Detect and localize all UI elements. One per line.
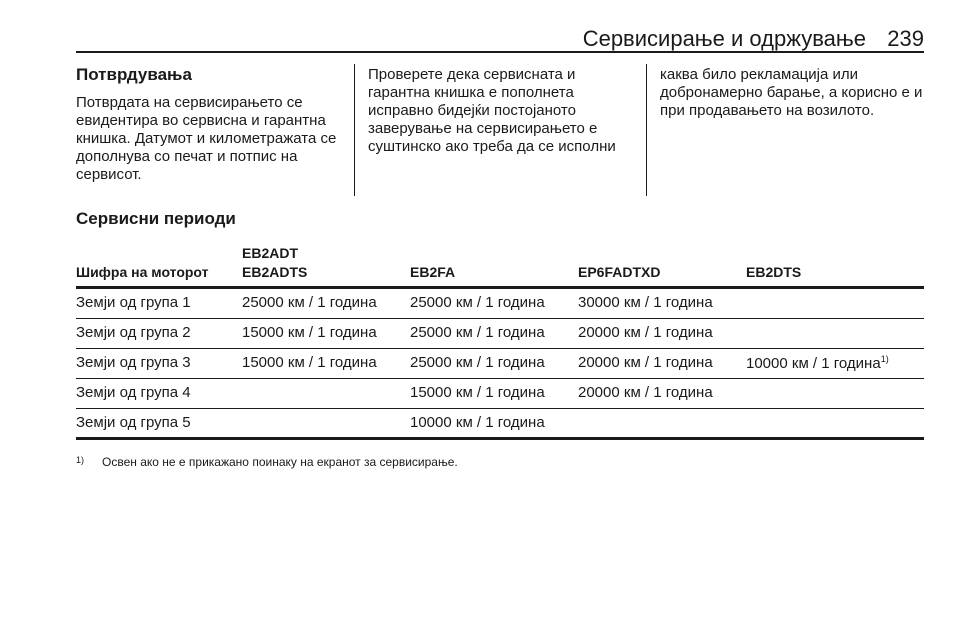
table-cell: 30000 км / 1 година: [578, 294, 713, 311]
table-cell: 15000 км / 1 година: [410, 384, 545, 401]
table-row: [76, 289, 924, 319]
table-cell: 20000 км / 1 година: [578, 384, 713, 401]
column-2: [368, 66, 638, 156]
table-row: [76, 349, 924, 379]
header-eb2adt-eb2adts: [242, 244, 307, 282]
page-header: [76, 26, 924, 52]
confirmations-heading: Потврдувања: [76, 65, 192, 84]
page-number: 239: [887, 26, 924, 51]
row-label: Земји од група 2: [76, 324, 191, 341]
footnote-ref: 1): [880, 354, 889, 364]
column-1: [76, 66, 346, 184]
column-1-text: Потврдата на сервисирањето се евидентира во сервисна и гарантна книшка. Датумот и километражата се дополнува со печат и потпис на сервисот.: [76, 94, 337, 183]
table-cell: 10000 км / 1 година: [410, 414, 545, 431]
footnote: [76, 455, 458, 469]
column-2-text: Проверете дека сервисната и гарантна книшка е пополнета исправно бидејќи постојаното заверување на сервисирањето е суштинско ако треба да се исполни: [368, 66, 616, 155]
header-eb2adt: EB2ADT: [242, 245, 299, 261]
table-cell: 25000 км / 1 година: [410, 324, 545, 341]
table-cell: 15000 км / 1 година: [242, 324, 377, 341]
footnote-mark: 1): [76, 455, 85, 465]
header-ep6fadtxd: EP6FADTXD: [578, 264, 661, 280]
table-row: [76, 409, 924, 440]
table-cell: 20000 км / 1 година: [578, 324, 713, 341]
table-cell: 15000 км / 1 година: [242, 354, 377, 371]
table-cell: 10000 км / 1 година: [746, 355, 881, 372]
row-label: Земји од група 1: [76, 294, 191, 311]
header-eb2fa: EB2FA: [410, 264, 456, 280]
row-label: Земји од група 4: [76, 384, 191, 401]
service-periods-heading: Сервисни периоди: [76, 209, 236, 228]
service-periods-table: [76, 246, 924, 440]
header-eb2dts: EB2DTS: [746, 264, 802, 280]
table-header: [76, 246, 924, 286]
column-divider-1: [354, 64, 355, 196]
table-cell: 20000 км / 1 година: [578, 354, 713, 371]
table-row: [76, 379, 924, 409]
column-3-text: каква било рекламација или добронамерно барање, а корисно е и при продавањето на возилото.: [660, 66, 923, 119]
table-cell-with-note: [746, 354, 889, 372]
header-eb2adts: EB2ADTS: [242, 264, 308, 280]
table-cell: 25000 км / 1 година: [410, 354, 545, 371]
header-title: Сервисирање и одржување: [582, 26, 866, 51]
footnote-text: Освен ако не е прикажано поинаку на екранот за сервисирање.: [102, 455, 458, 469]
header-rule: [76, 51, 924, 53]
header-engine-code: Шифра на моторот: [76, 264, 209, 280]
row-label: Земји од група 3: [76, 354, 191, 371]
row-label: Земји од група 5: [76, 414, 191, 431]
table-row: [76, 319, 924, 349]
table-cell: 25000 км / 1 година: [242, 294, 377, 311]
column-divider-2: [646, 64, 647, 196]
column-3: [660, 66, 928, 120]
table-cell: 25000 км / 1 година: [410, 294, 545, 311]
